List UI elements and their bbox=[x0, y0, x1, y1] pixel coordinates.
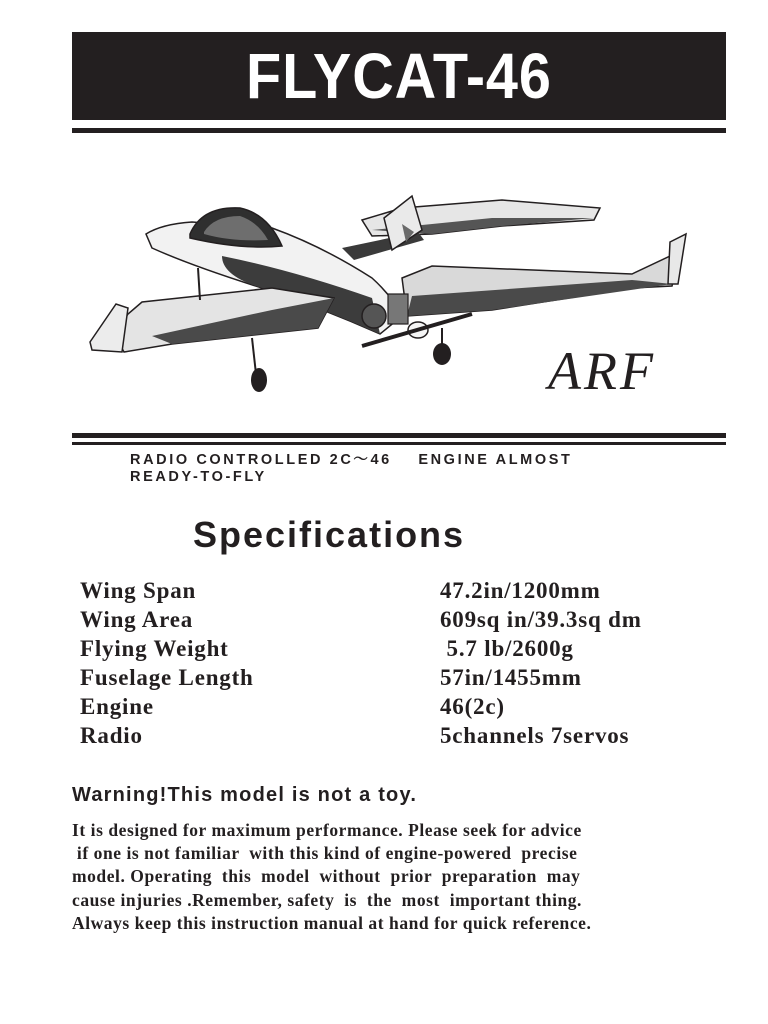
title-banner bbox=[72, 32, 726, 120]
spec-label: Radio bbox=[80, 722, 143, 748]
spec-label: Wing Area bbox=[80, 606, 194, 632]
product-subtitle bbox=[130, 452, 690, 486]
spec-value: 47.2in/1200mm bbox=[440, 577, 601, 603]
middle-divider-thin bbox=[72, 442, 726, 445]
warning-line: It is designed for maximum performance. Please seek for advice bbox=[72, 820, 582, 840]
spec-value: 46(2c) bbox=[440, 693, 505, 719]
spec-row-engine bbox=[80, 692, 720, 721]
spec-row-radio bbox=[80, 721, 720, 750]
warning-line: cause injuries .Remember, safety is the most important thing. bbox=[72, 889, 582, 910]
spec-value: 5.7 lb/2600g bbox=[440, 635, 574, 661]
spec-row-wing-area bbox=[80, 605, 720, 634]
spec-label: Fuselage Length bbox=[80, 664, 254, 690]
arf-badge: ARF bbox=[548, 341, 656, 401]
specifications-table bbox=[80, 576, 720, 750]
spec-value: 5channels 7servos bbox=[440, 722, 630, 748]
warning-line: model. Operating this model without prior preparation may bbox=[72, 866, 581, 887]
spec-label: Flying Weight bbox=[80, 635, 229, 661]
spec-row-wing-span bbox=[80, 576, 720, 605]
top-divider bbox=[72, 128, 726, 133]
warning-line: Always keep this instruction manual at hand for quick reference. bbox=[72, 912, 592, 933]
spec-value: 609sq in/39.3sq dm bbox=[440, 606, 642, 632]
middle-divider-thick bbox=[72, 433, 726, 438]
spec-row-flying-weight bbox=[80, 634, 720, 663]
warning-paragraph bbox=[72, 819, 732, 935]
spec-label: Engine bbox=[80, 693, 154, 719]
subtitle-line: RADIO CONTROLLED 2C～46 ENGINE ALMOST bbox=[130, 452, 573, 468]
warning-line: if one is not familiar with this kind of engine-powered precise bbox=[72, 843, 578, 864]
spec-label: Wing Span bbox=[80, 577, 197, 603]
warning-heading: Warning!This model is not a toy. bbox=[72, 784, 418, 806]
spec-row-fuselage-length bbox=[80, 663, 720, 692]
specifications-heading: Specifications bbox=[193, 514, 466, 555]
spec-value: 57in/1455mm bbox=[440, 664, 582, 690]
subtitle-line: READY-TO-FLY bbox=[130, 469, 267, 485]
product-title: FLYCAT-46 bbox=[246, 40, 552, 112]
